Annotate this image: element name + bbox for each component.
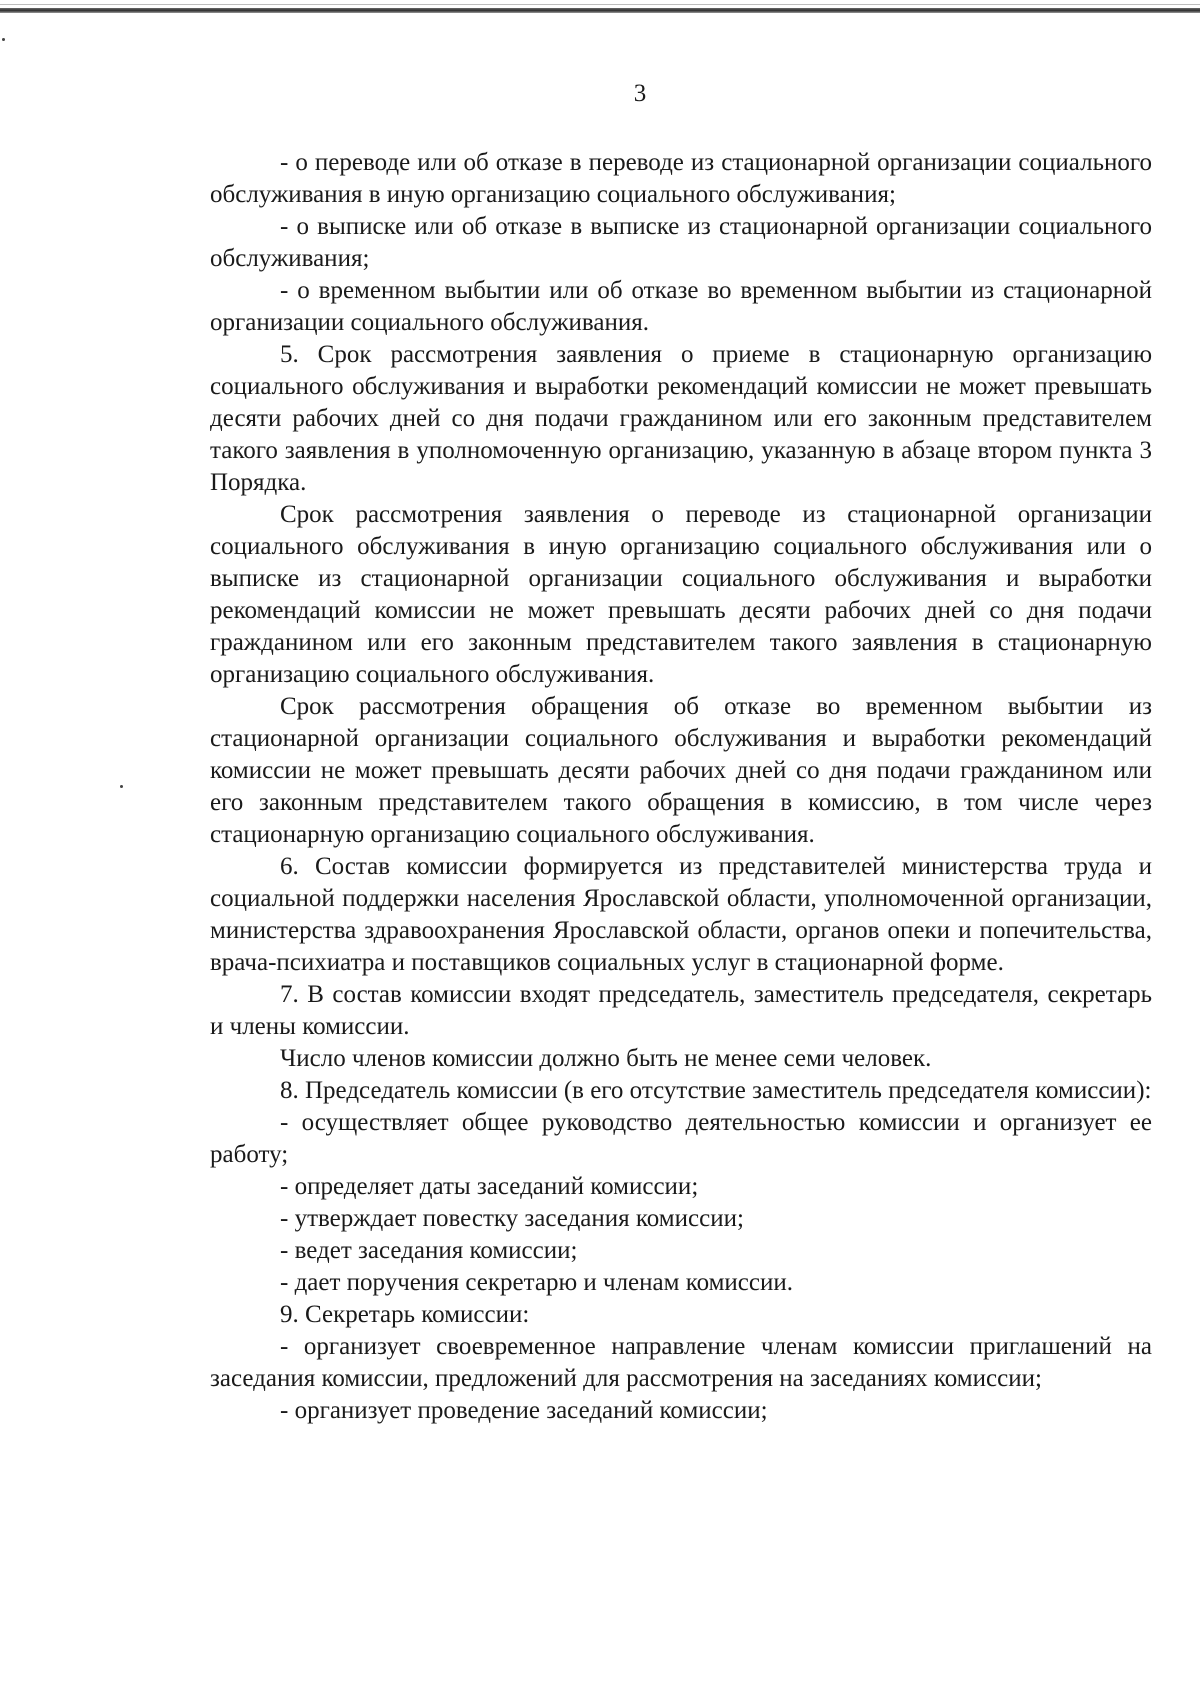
paragraph: - ведет заседания комиссии; — [280, 1237, 578, 1264]
paragraph: 5. Срок рассмотрения заявления о приеме в стационарную организацию социального обслуживания и выработки рекомендаций комиссии не может превышать десяти рабочих дней со дня подачи гражданином или его законным представителем такого заявления в уполномоченную организацию, указанную в абзаце втором пункта 3 Порядка. — [210, 341, 1152, 496]
scan-edge-line — [0, 4, 1200, 5]
paragraph: - о переводе или об отказе в переводе из стационарной организации социального обслуживания в иную организацию социального обслуживания; — [210, 149, 1152, 208]
scan-speck — [120, 785, 123, 788]
paragraph: - о выписке или об отказе в выписке из стационарной организации социального обслуживания; — [210, 213, 1152, 272]
paragraph: - организует проведение заседаний комиссии; — [280, 1397, 768, 1424]
paragraph: - осуществляет общее руководство деятельностью комиссии и организует ее работу; — [210, 1109, 1152, 1168]
paragraph: 8. Председатель комиссии (в его отсутствие заместитель председателя комиссии): — [280, 1077, 1152, 1104]
paragraph: Число членов комиссии должно быть не менее семи человек. — [280, 1045, 932, 1072]
page-number: 3 — [633, 80, 647, 107]
paragraph: Срок рассмотрения заявления о переводе из стационарной организации социального обслуживания в иную организацию социального обслуживания или о выписке из стационарной организации социального обслуживания и выработки рекомендаций комиссии не может превышать десяти рабочих дней со дня подачи гражданином или его законным представителем такого заявления в стационарную организацию социального обслуживания. — [210, 501, 1152, 688]
paragraph: 9. Секретарь комиссии: — [280, 1301, 530, 1328]
document-body — [210, 147, 1152, 1427]
paragraph: - определяет даты заседаний комиссии; — [280, 1173, 699, 1200]
paragraph: 7. В состав комиссии входят председатель, заместитель председателя, секретарь и члены комиссии. — [210, 981, 1152, 1040]
scan-speck — [2, 38, 5, 41]
scan-edge-border — [0, 8, 1200, 13]
paragraph: - организует своевременное направление членам комиссии приглашений на заседания комиссии, предложений для рассмотрения на заседаниях комиссии; — [210, 1333, 1152, 1392]
paragraph: - о временном выбытии или об отказе во временном выбытии из стационарной организации социального обслуживания. — [210, 277, 1152, 336]
paragraph: Срок рассмотрения обращения об отказе во временном выбытии из стационарной организации социального обслуживания и выработки рекомендаций комиссии не может превышать десяти рабочих дней со дня подачи гражданином или его законным представителем такого обращения в комиссию, в том числе через стационарную организацию социального обслуживания. — [210, 693, 1152, 848]
paragraph: - утверждает повестку заседания комиссии; — [280, 1205, 744, 1232]
paragraph: 6. Состав комиссии формируется из представителей министерства труда и социальной поддержки населения Ярославской области, уполномоченной организации, министерства здравоохранения Ярославской области, органов опеки и попечительства, врача-психиатра и поставщиков социальных услуг в стационарной форме. — [210, 853, 1152, 976]
paragraph: - дает поручения секретарю и членам комиссии. — [280, 1269, 794, 1296]
